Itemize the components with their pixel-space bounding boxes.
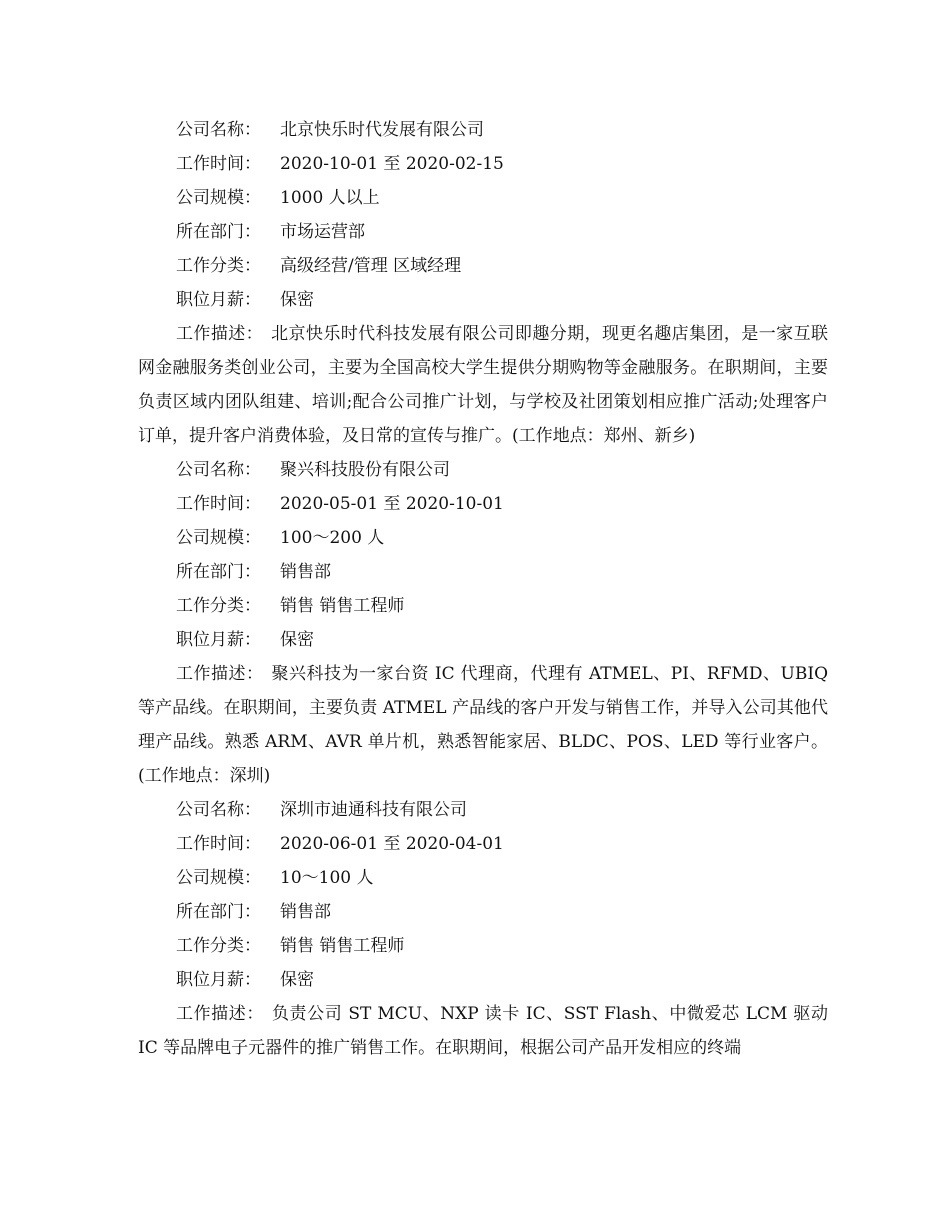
- job-category-row: [138, 589, 828, 623]
- job-description: [138, 317, 828, 453]
- company-size-row: [138, 521, 828, 555]
- field-label: 工作描述：: [176, 1004, 264, 1024]
- field-value: 销售部: [280, 902, 331, 922]
- job-entry: [138, 113, 828, 453]
- department-row: [138, 555, 828, 589]
- field-value: 保密: [280, 630, 314, 650]
- work-period-row: [138, 487, 828, 521]
- department-row: [138, 215, 828, 249]
- field-value: 2020-10-01 至 2020-02-15: [280, 154, 504, 174]
- field-label: 公司规模：: [176, 868, 261, 888]
- field-label: 工作描述：: [176, 664, 264, 684]
- description-text: 北京快乐时代科技发展有限公司即趣分期，现更名趣店集团，是一家互联网金融服务类创业公司，主要为全国高校大学生提供分期购物等金融服务。在职期间，主要负责区域内团队组建、培训;配合公司推广计划，与学校及社团策划相应推广活动;处理客户订单，提升客户消费体验，及日常的宣传与推广。(工作地点：郑州、新乡): [138, 324, 829, 446]
- resume-work-experience: [138, 113, 828, 1065]
- field-label: 工作时间：: [176, 834, 261, 854]
- field-value: 北京快乐时代发展有限公司: [280, 120, 484, 140]
- job-entry: [138, 453, 828, 793]
- salary-row: [138, 623, 828, 657]
- field-value: 2020-05-01 至 2020-10-01: [280, 494, 504, 514]
- job-category-row: [138, 249, 828, 283]
- field-label: 职位月薪：: [176, 290, 261, 310]
- work-period-row: [138, 827, 828, 861]
- field-label: 工作描述：: [176, 324, 264, 344]
- field-label: 公司名称：: [176, 800, 261, 820]
- company-size-row: [138, 861, 828, 895]
- field-label: 公司名称：: [176, 120, 261, 140]
- salary-row: [138, 283, 828, 317]
- field-value: 100～200 人: [280, 528, 385, 548]
- field-label: 所在部门：: [176, 222, 261, 242]
- field-value: 高级经营/管理 区域经理: [280, 256, 462, 276]
- field-label: 所在部门：: [176, 902, 261, 922]
- company-size-row: [138, 181, 828, 215]
- description-text: 聚兴科技为一家台资 IC 代理商，代理有 ATMEL、PI、RFMD、UBIQ 等产品线。在职期间，主要负责 ATMEL 产品线的客户开发与销售工作，并导入公司其他代理产品线。熟悉 ARM、AVR 单片机，熟悉智能家居、BLDC、POS、LED 等行业客户。(工作地点：深圳): [138, 664, 829, 786]
- job-description: [138, 997, 828, 1065]
- department-row: [138, 895, 828, 929]
- field-value: 1000 人以上: [280, 188, 380, 208]
- field-label: 公司规模：: [176, 528, 261, 548]
- description-text: 负责公司 ST MCU、NXP 读卡 IC、SST Flash、中微爱芯 LCM 驱动 IC 等品牌电子元器件的推广销售工作。在职期间，根据公司产品开发相应的终端: [138, 1004, 828, 1058]
- field-label: 工作分类：: [176, 256, 261, 276]
- field-label: 公司规模：: [176, 188, 261, 208]
- field-label: 职位月薪：: [176, 970, 261, 990]
- field-value: 销售 销售工程师: [280, 596, 405, 616]
- work-period-row: [138, 147, 828, 181]
- field-value: 10～100 人: [280, 868, 374, 888]
- field-value: 聚兴科技股份有限公司: [280, 460, 450, 480]
- field-value: 市场运营部: [280, 222, 365, 242]
- company-name-row: [138, 793, 828, 827]
- field-value: 保密: [280, 290, 314, 310]
- field-value: 深圳市迪通科技有限公司: [280, 800, 467, 820]
- field-label: 工作分类：: [176, 936, 261, 956]
- field-label: 所在部门：: [176, 562, 261, 582]
- field-label: 工作时间：: [176, 494, 261, 514]
- field-label: 工作分类：: [176, 596, 261, 616]
- field-label: 职位月薪：: [176, 630, 261, 650]
- field-label: 公司名称：: [176, 460, 261, 480]
- company-name-row: [138, 453, 828, 487]
- field-value: 销售 销售工程师: [280, 936, 405, 956]
- job-category-row: [138, 929, 828, 963]
- field-label: 工作时间：: [176, 154, 261, 174]
- job-entry: [138, 793, 828, 1065]
- field-value: 2020-06-01 至 2020-04-01: [280, 834, 504, 854]
- field-value: 销售部: [280, 562, 331, 582]
- company-name-row: [138, 113, 828, 147]
- field-value: 保密: [280, 970, 314, 990]
- salary-row: [138, 963, 828, 997]
- job-description: [138, 657, 828, 793]
